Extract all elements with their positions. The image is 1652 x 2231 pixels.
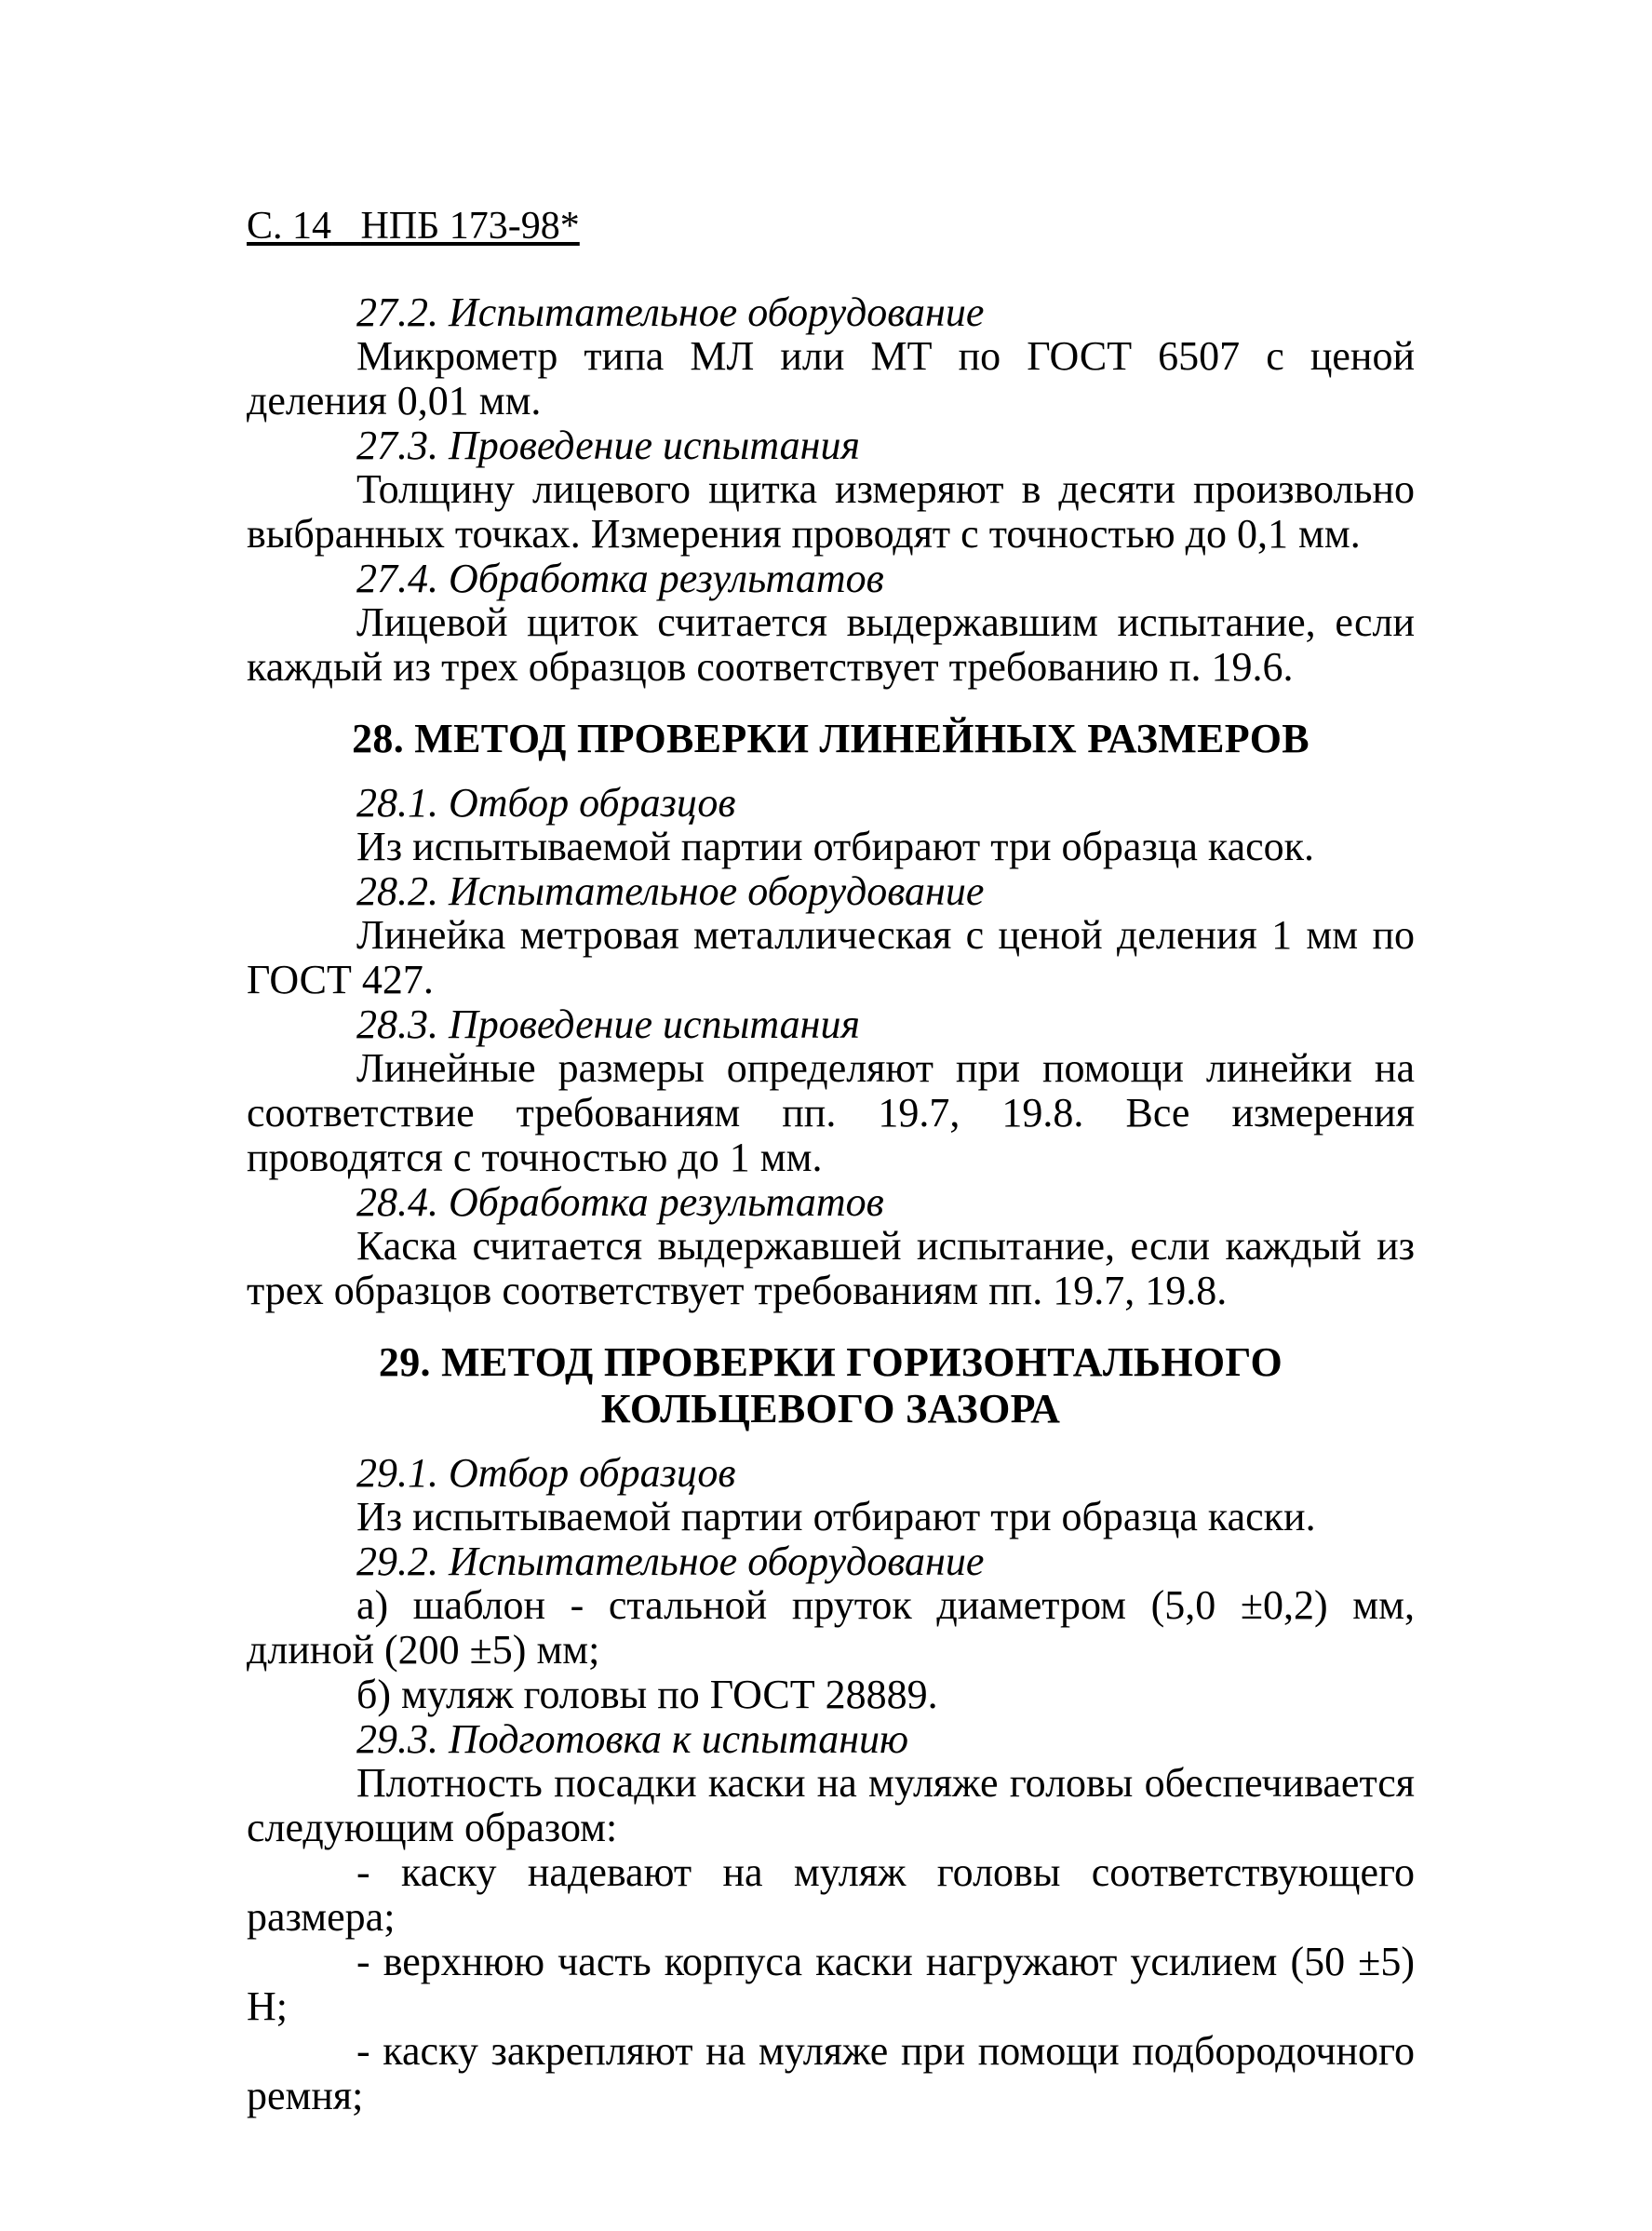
subsection-28-4-heading: 28.4. Обработка результатов bbox=[356, 1179, 884, 1225]
subsection-28-3-text: Линейные размеры определяют при помощи линейки на соответствие требованиям пп. 19.7, 19.8. Все измерения проводятся с точностью до 1 мм. bbox=[247, 1045, 1415, 1180]
section-29-title-line1: 29. МЕТОД ПРОВЕРКИ ГОРИЗОНТАЛЬНОГО bbox=[378, 1339, 1283, 1385]
equipment-item-a: а) шаблон - стальной пруток диаметром (5,0 ±0,2) мм, длиной (200 ±5) мм; bbox=[247, 1582, 1415, 1673]
document-code: НПБ 173-98* bbox=[360, 205, 580, 248]
subsection-27-4-text: Лицевой щиток считается выдержавшим испытание, если каждый из трех образцов соответствует требованию п. 19.6. bbox=[247, 599, 1415, 690]
subsection-29-3-text: Плотность посадки каски на муляже головы обеспечивается следующим образом: bbox=[247, 1760, 1415, 1850]
subsection-28-1-heading: 28.1. Отбор образцов bbox=[356, 780, 736, 826]
subsection-28-4-text: Каска считается выдержавшей испытание, если каждый из трех образцов соответствует требованиям пп. 19.7, 19.8. bbox=[247, 1223, 1415, 1313]
page-content bbox=[247, 290, 1415, 2118]
subsection-27-2-text: Микрометр типа МЛ или МТ по ГОСТ 6507 с ценой деления 0,01 мм. bbox=[247, 333, 1415, 423]
page-header bbox=[247, 200, 580, 252]
preparation-step-2: - верхнюю часть корпуса каски нагружают усилием (50 ±5) Н; bbox=[247, 1939, 1415, 2029]
subsection-28-3-heading: 28.3. Проведение испытания bbox=[356, 1001, 860, 1047]
subsection-27-3-heading: 27.3. Проведение испытания bbox=[356, 423, 860, 468]
subsection-29-1-heading: 29.1. Отбор образцов bbox=[356, 1450, 736, 1496]
subsection-28-1-text: Из испытываемой партии отбирают три образца касок. bbox=[356, 824, 1315, 869]
subsection-28-2-text: Линейка метровая металлическая с ценой деления 1 мм по ГОСТ 427. bbox=[247, 912, 1415, 1002]
section-28-title: 28. МЕТОД ПРОВЕРКИ ЛИНЕЙНЫХ РАЗМЕРОВ bbox=[352, 716, 1310, 761]
subsection-27-3-text: Толщину лицевого щитка измеряют в десяти произвольно выбранных точках. Измерения проводят с точностью до 0,1 мм. bbox=[247, 466, 1415, 557]
section-29-title bbox=[247, 1339, 1415, 1432]
subsection-27-4-heading: 27.4. Обработка результатов bbox=[356, 556, 884, 601]
subsection-29-1-text: Из испытываемой партии отбирают три образца каски. bbox=[356, 1494, 1316, 1539]
subsection-29-3-heading: 29.3. Подготовка к испытанию bbox=[356, 1716, 909, 1762]
subsection-27-2-heading: 27.2. Испытательное оборудование bbox=[356, 289, 985, 335]
preparation-step-1: - каску надевают на муляж головы соответствующего размера; bbox=[247, 1849, 1415, 1940]
subsection-29-2-heading: 29.2. Испытательное оборудование bbox=[356, 1539, 985, 1584]
page-number: С. 14 bbox=[247, 205, 332, 248]
section-29-title-line2: КОЛЬЦЕВОГО ЗАЗОРА bbox=[600, 1386, 1061, 1431]
equipment-item-b: б) муляж головы по ГОСТ 28889. bbox=[356, 1672, 938, 1717]
preparation-step-3: - каску закрепляют на муляже при помощи подбородочного ремня; bbox=[247, 2028, 1415, 2118]
subsection-28-2-heading: 28.2. Испытательное оборудование bbox=[356, 868, 985, 914]
